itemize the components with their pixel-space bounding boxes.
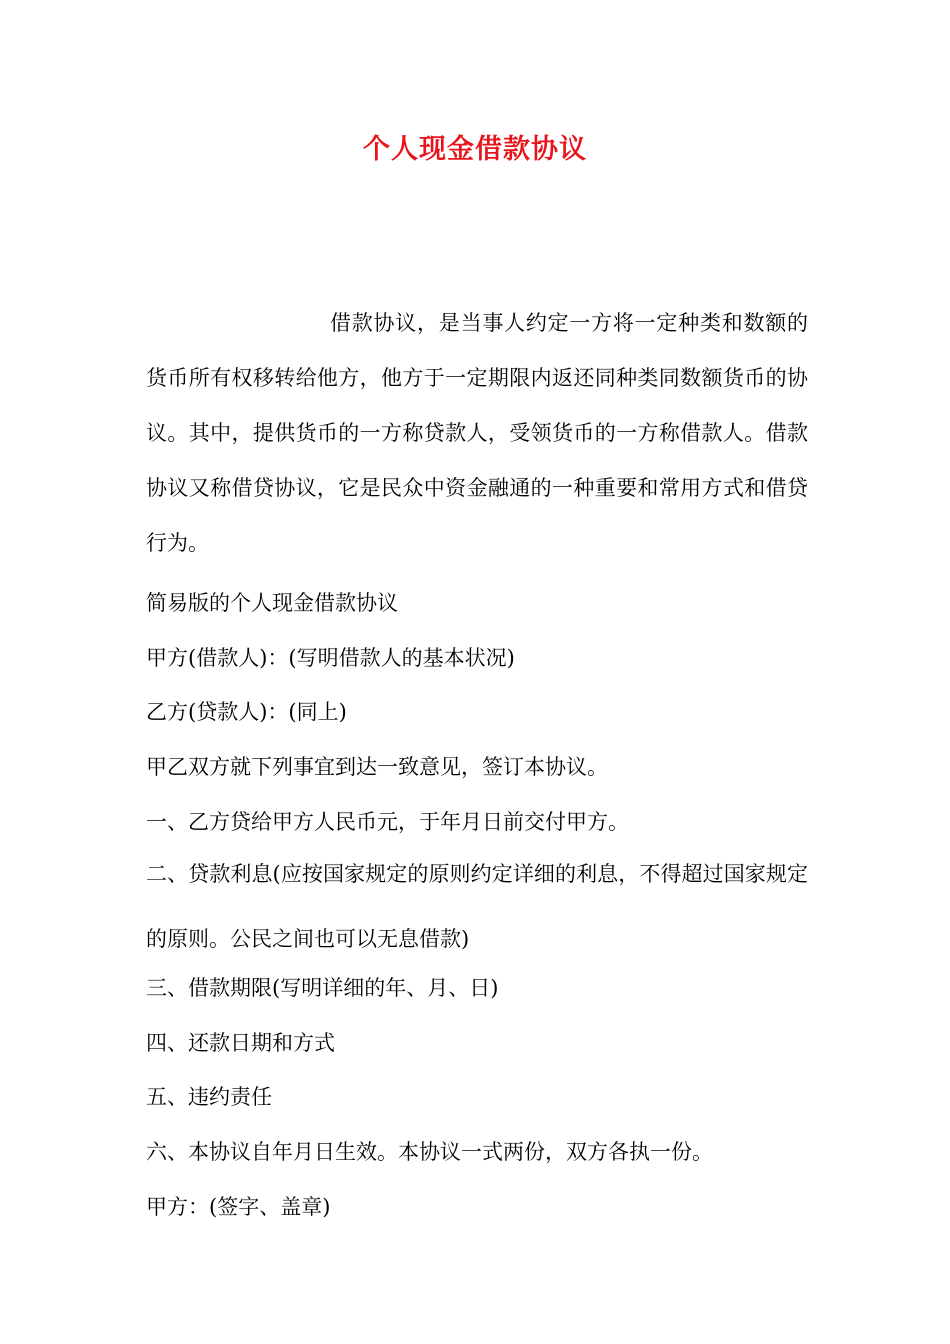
subtitle-line: 简易版的个人现金借款协议 <box>146 591 398 615</box>
party-b-line: 乙方(贷款人)：(同上) <box>146 700 347 724</box>
signature-a-line: 甲方：(签字、盖章) <box>146 1195 331 1219</box>
intro-paragraph: 借款协议，是当事人约定一方将一定种类和数额的货币所有权移转给他方，他方于一定期限内返还同种类同数额货币的协议。其中，提供货币的一方称贷款人，受领货币的一方称借款人。借款协议又称借贷协议，它是民众中资金融通的一种重要和常用方式和借贷行为。 <box>146 311 808 555</box>
document-title: 个人现金借款协议 <box>363 134 587 165</box>
party-a-line: 甲方(借款人)：(写明借款人的基本状况) <box>146 646 515 670</box>
clause-1: 一、乙方贷给甲方人民币元，于年月日前交付甲方。 <box>146 810 629 834</box>
clause-6: 六、本协议自年月日生效。本协议一式两份，双方各执一份。 <box>146 1140 713 1164</box>
clause-4: 四、还款日期和方式 <box>146 1031 335 1055</box>
clause-2: 二、贷款利息(应按国家规定的原则约定详细的利息，不得超过国家规定的原则。公民之间也可以无息借款) <box>146 862 808 951</box>
agreement-line: 甲乙双方就下列事宜到达一致意见，签订本协议。 <box>146 755 608 779</box>
clause-3: 三、借款期限(写明详细的年、月、日) <box>146 976 499 1000</box>
clause-5: 五、违约责任 <box>146 1085 272 1109</box>
